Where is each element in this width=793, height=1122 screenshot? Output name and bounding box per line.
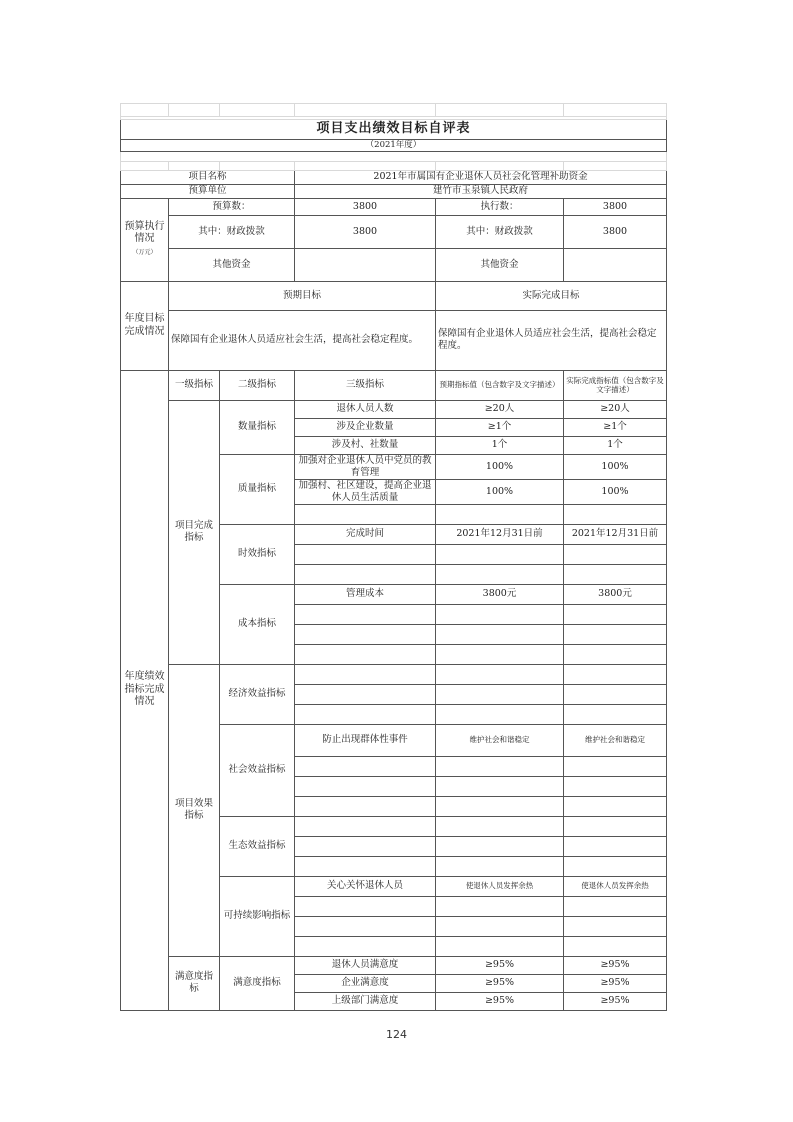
execution-amount-value: 3800 — [564, 198, 667, 215]
page-number: 124 — [386, 1028, 407, 1041]
actual-value-header: 实际完成指标值（包含数字及文字描述） — [564, 370, 667, 400]
indicator-actual: 3800元 — [564, 584, 667, 604]
budget-unit-note: （万元） — [132, 248, 157, 256]
social-benefit-indicator: 社会效益指标 — [220, 724, 295, 816]
fiscal-allocation-exec-label: 其中：财政拨款 — [436, 215, 564, 248]
expected-goal-text: 保障国有企业退休人员适应社会生活，提高社会稳定程度。 — [169, 310, 436, 370]
fiscal-allocation-exec: 3800 — [564, 215, 667, 248]
indicator-expected: 1个 — [436, 436, 564, 454]
budget-amount-label: 预算数： — [169, 198, 295, 215]
indicator-expected: ≥95% — [436, 974, 564, 992]
completion-indicator: 项目完成指标 — [169, 400, 220, 664]
timeliness-indicator: 时效指标 — [220, 524, 295, 584]
indicator-name: 管理成本 — [295, 584, 436, 604]
indicator-expected: 使退休人员发挥余热 — [436, 876, 564, 896]
indicator-actual: 1个 — [564, 436, 667, 454]
actual-goal-header: 实际完成目标 — [436, 281, 667, 310]
indicator-actual: 100% — [564, 479, 667, 504]
level1-header: 一级指标 — [169, 370, 220, 400]
budget-execution-section — [121, 198, 169, 281]
cost-indicator: 成本指标 — [220, 584, 295, 664]
quality-indicator: 质量指标 — [220, 454, 295, 524]
other-funds-exec — [564, 248, 667, 281]
indicator-actual: ≥95% — [564, 956, 667, 974]
other-funds-budget — [295, 248, 436, 281]
indicator-name: 涉及企业数量 — [295, 418, 436, 436]
indicator-expected: 3800元 — [436, 584, 564, 604]
indicator-expected: 100% — [436, 454, 564, 479]
indicator-actual: 使退休人员发挥余热 — [564, 876, 667, 896]
expected-value-header: 预期指标值（包含数字及文字描述） — [436, 370, 564, 400]
other-funds-exec-label: 其他资金 — [436, 248, 564, 281]
indicator-expected: ≥95% — [436, 956, 564, 974]
indicator-expected: ≥95% — [436, 992, 564, 1010]
indicator-name: 退休人员满意度 — [295, 956, 436, 974]
budget-unit-value: 建竹市玉泉镇人民政府 — [295, 184, 667, 198]
performance-indicator-section: 年度绩效指标完成情况 — [121, 370, 169, 1010]
indicator-name: 涉及村、社数量 — [295, 436, 436, 454]
indicator-expected: 100% — [436, 479, 564, 504]
project-name-value: 2021年市属国有企业退休人员社会化管理补助资金 — [295, 170, 667, 184]
satisfaction-indicator: 满意度指标 — [169, 956, 220, 1010]
indicator-actual: ≥20人 — [564, 400, 667, 418]
indicator-actual: ≥1个 — [564, 418, 667, 436]
actual-goal-text: 保障国有企业退休人员适应社会生活，提高社会稳定程度。 — [436, 310, 667, 370]
level3-header: 三级指标 — [295, 370, 436, 400]
execution-amount-label: 执行数： — [436, 198, 564, 215]
indicator-expected: ≥20人 — [436, 400, 564, 418]
indicator-name: 加强对企业退休人员中党员的教育管理 — [295, 454, 436, 479]
effect-indicator: 项目效果指标 — [169, 664, 220, 956]
indicator-name: 企业满意度 — [295, 974, 436, 992]
performance-self-evaluation-table — [120, 103, 667, 1011]
indicator-name: 上级部门满意度 — [295, 992, 436, 1010]
indicator-expected: 维护社会和谐稳定 — [436, 724, 564, 756]
indicator-actual: 维护社会和谐稳定 — [564, 724, 667, 756]
fiscal-allocation-budget: 3800 — [295, 215, 436, 248]
fiscal-allocation-label: 其中：财政拨款 — [169, 215, 295, 248]
page-title: 项目支出绩效目标自评表 — [121, 120, 667, 140]
budget-unit-label: 预算单位 — [121, 184, 295, 198]
expected-goal-header: 预期目标 — [169, 281, 436, 310]
quantity-indicator: 数量指标 — [220, 400, 295, 454]
indicator-actual: ≥95% — [564, 992, 667, 1010]
satisfaction-sub-indicator: 满意度指标 — [220, 956, 295, 1010]
ecological-benefit-indicator: 生态效益指标 — [220, 816, 295, 876]
indicator-name: 完成时间 — [295, 524, 436, 544]
fiscal-year: （2021年度） — [121, 140, 667, 152]
indicator-expected: 2021年12月31日前 — [436, 524, 564, 544]
indicator-actual: ≥95% — [564, 974, 667, 992]
budget-amount-value: 3800 — [295, 198, 436, 215]
indicator-actual: 100% — [564, 454, 667, 479]
indicator-expected: ≥1个 — [436, 418, 564, 436]
indicator-name: 防止出现群体性事件 — [295, 724, 436, 756]
sustainable-impact-indicator: 可持续影响指标 — [220, 876, 295, 956]
indicator-name: 加强村、社区建设，提高企业退休人员生活质量 — [295, 479, 436, 504]
indicator-name: 退休人员人数 — [295, 400, 436, 418]
budget-execution-label: 预算执行情况 — [124, 220, 165, 245]
level2-header: 二级指标 — [220, 370, 295, 400]
economic-benefit-indicator: 经济效益指标 — [220, 664, 295, 724]
other-funds-label: 其他资金 — [169, 248, 295, 281]
indicator-name: 关心关怀退休人员 — [295, 876, 436, 896]
annual-goal-section: 年度目标完成情况 — [121, 281, 169, 370]
project-name-label: 项目名称 — [121, 170, 295, 184]
indicator-actual: 2021年12月31日前 — [564, 524, 667, 544]
